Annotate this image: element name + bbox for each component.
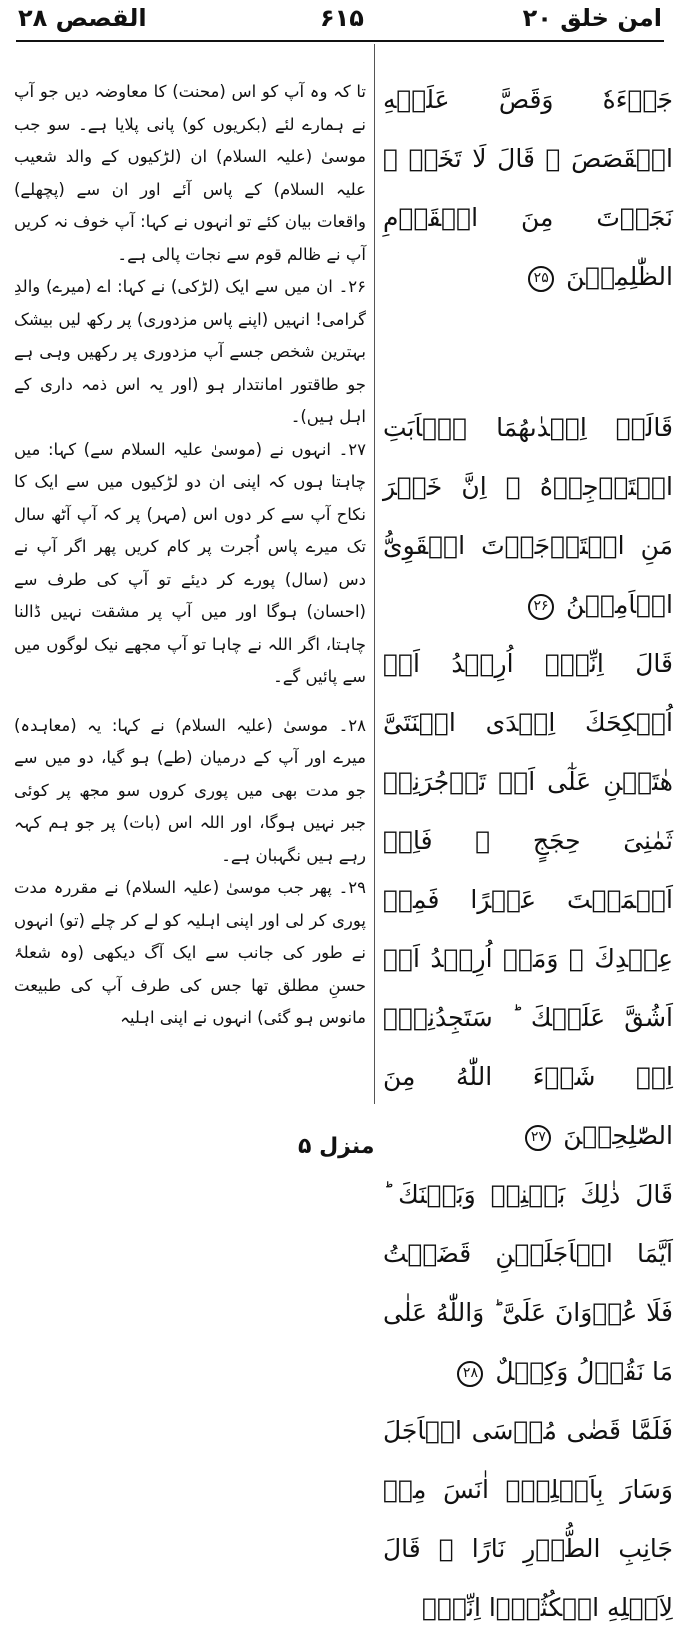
arabic-text-column (383, 70, 673, 1637)
surah-name: القصص ۲۸ (18, 4, 147, 32)
manzil-footer: منزل ۵ (298, 1134, 375, 1159)
page-number: ۶۱۵ (320, 4, 364, 32)
verse-text: قَالَ اِنِّىۡۤ اُرِيۡدُ اَنۡ اُنۡكِحَكَ اِحۡدَى ابۡنَتَىَّ هٰتَيۡنِ عَلٰٓى اَنۡ تَاۡجُرَنِىۡ ثَمٰنِىَ حِجَجٍ ۚ فَاِنۡ اَتۡمَمۡتَ عَشۡرًا فَمِنۡ عِنۡدِكَ ۚ وَمَاۤ اُرِيۡدُ اَنۡ اَشُقَّ عَلَيۡكَ ؕ سَتَجِدُنِىۡۤ اِنۡ شَاۤءَ اللّٰهُ مِنَ الصّٰلِحِيۡنَ (383, 649, 673, 1150)
translation-paragraph: تا کہ وہ آپ کو اس (محنت) کا معاوضہ دیں جو آپ نے ہمارے لئے (بکریوں کو) پانی پلایا ہے۔ سو جب موسیٰ (علیہ السلام) ان (لڑکیوں کے والد شعیب علیہ السلام) کے پاس آئے اور ان سے (پچھلے) واقعات بیان کئے تو انہوں نے کہا: آپ خوف نہ کریں آپ نے ظالم قوم سے نجات پالی ہے۔ (14, 82, 366, 264)
verse-28 (383, 1165, 673, 1401)
header-rule (16, 40, 664, 42)
verse-29-partial (383, 1401, 673, 1637)
verse-number-marker: ۲۸ (457, 1361, 483, 1387)
verse-text: جَاۤءَهٗ وَقَصَّ عَلَيۡهِ الۡقَصَصَ ۙ قَالَ لَا تَخَفۡ ۚ نَجَوۡتَ مِنَ الۡقَوۡمِ الظّٰلِمِيۡنَ (383, 85, 673, 291)
verse-26 (383, 398, 673, 634)
verse-25 (383, 70, 673, 306)
verse-27 (383, 634, 673, 1165)
verse-number-marker: ۲۵ (528, 266, 554, 292)
verse-text: قَالَ ذٰلِكَ بَيۡنِىۡ وَبَيۡنَكَ ؕ اَيَّمَا الۡاَجَلَيۡنِ قَضَيۡتُ فَلَا عُدۡوَانَ عَلَىَّ ؕ وَاللّٰهُ عَلٰى مَا نَقُوۡلُ وَكِيۡلٌ (383, 1180, 673, 1386)
verse-text: قَالَتۡ اِحۡدٰٮهُمَا يٰۤاَبَتِ اسۡتَاۡجِرۡهُ ۖ اِنَّ خَيۡرَ مَنِ اسۡتَاۡجَرۡتَ الۡقَوِىُّ الۡاَمِيۡنُ (383, 413, 673, 619)
verse-number-marker: ۲۷ (525, 1125, 551, 1151)
translation-paragraph: ۲۶۔ ان میں سے ایک (لڑکی) نے کہا: اے (میرے) والدِ گرامی! انہیں (اپنے پاس مزدوری) پر رکھ لیں بیشک بہترین شخص جسے آپ مزدوری پر رکھیں وہی ہے جو طاقتور امانتدار ہو (اور یہ اس ذمہ داری کے اہل ہیں)۔ (14, 277, 366, 426)
translation-paragraph: ۲۹۔ پھر جب موسیٰ (علیہ السلام) نے مقررہ مدت پوری کر لی اور اپنی اہلیہ کو لے کر چلے (تو) انہوں نے طور کی جانب سے ایک آگ دیکھی (وہ شعلۂ حسنِ مطلق تھا جس کی طرف آپ کی طبیعت مانوس ہو گئی) انہوں نے اپنی اہلیہ (14, 878, 366, 1027)
column-divider (374, 44, 375, 1104)
translation-paragraph: ۲۸۔ موسیٰ (علیہ السلام) نے کہا: یہ (معاہدہ) میرے اور آپ کے درمیان (طے) ہو گیا، دو میں سے جو مدت بھی میں پوری کروں سو مجھ پر کوئی جبر نہیں ہوگا، اور اللہ اس (بات) پر جو ہم کہہ رہے ہیں نگہبان ہے۔ (14, 715, 366, 865)
translation-paragraph: ۲۷۔ انہوں نے (موسیٰ علیہ السلام سے) کہا: میں چاہتا ہوں کہ اپنی ان دو لڑکیوں میں سے ایک کا نکاح آپ سے کر دوں اس (مہر) پر کہ آپ آٹھ سال تک میرے پاس اُجرت پر کام کریں پھر اگر آپ نے دس (سال) پورے کر دیئے تو آپ کی طرف سے (احسان) ہوگا اور میں آپ پر مشقت نہیں ڈالنا چاہتا، اگر اللہ نے چاہا تو آپ مجھے نیک لوگوں میں سے پائیں گے۔ (14, 439, 366, 686)
urdu-translation-column (14, 76, 366, 1035)
verse-text: فَلَمَّا قَضٰى مُوۡسَى الۡاَجَلَ وَسَارَ بِاَهۡلِهٖۤ اٰنَسَ مِنۡ جَانِبِ الطُّوۡرِ نَارًا ۚ قَالَ لِاَهۡلِهِ امۡكُثُوۡۤا اِنِّىۡۤ (383, 1416, 673, 1622)
page-header (0, 0, 680, 52)
verse-number-marker: ۲۶ (528, 594, 554, 620)
book-title: امن خلق ۲۰ (522, 4, 662, 32)
